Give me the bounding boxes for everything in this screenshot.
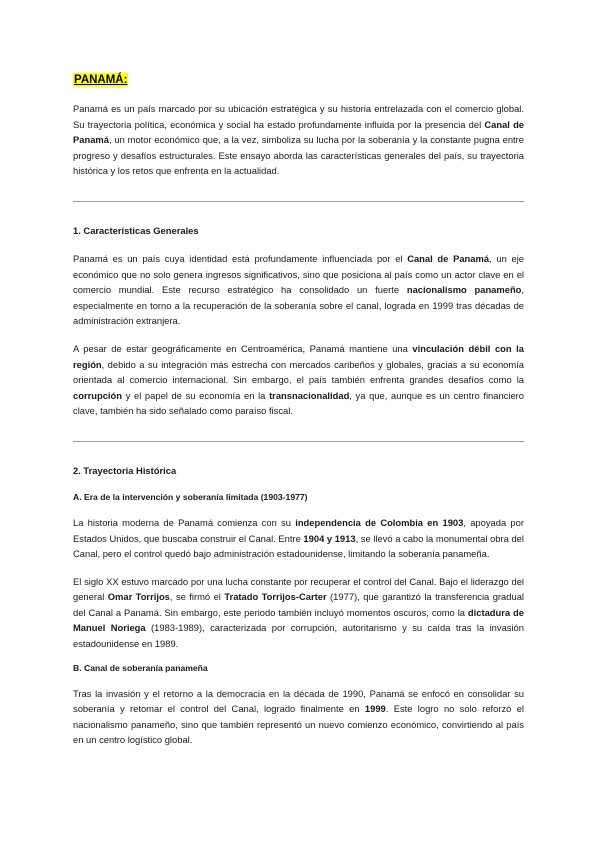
text-run: , especialmente en torno a la recuperación de la soberanía sobre el canal, lograda en 1999 tras décadas de administración extranjera.: [73, 284, 525, 327]
section-divider: [73, 441, 524, 442]
text-run: , ya que, aunque es un centro financiero clave, también ha sido señalado como paraíso fiscal.: [73, 389, 524, 417]
section-1-heading: 1. Características Generales: [73, 224, 199, 236]
text-run: , un motor económico que, a la vez, simboliza su lucha por la soberanía y la constante pugna entre progreso y desafíos estructurales. Este ensayo aborda las características generales del país, su trayectoria histórica y los retos que enfrenta en la actualidad.: [73, 134, 524, 177]
section-2a-paragraph-1: [73, 515, 524, 562]
text-run: , apoyada por Estados Unidos, que buscaba construir el Canal. Entre: [73, 516, 524, 544]
text-run: Tras la invasión y el retorno a la democracia en la década de 1990, Panamá se enfocó en consolidar su soberanía y retomar el control del Canal, logrado finalmente en: [73, 687, 524, 715]
text-run: , debido a su integración más estrecha con mercados caribeños y globales, gracias a su economía orientada al comercio internacional. Sin embargo, el país también enfrenta grandes desafíos como la: [73, 358, 524, 386]
text-run: y el papel de su economía en la: [121, 389, 270, 401]
text-run: (1983-1989), caracterizada por corrupción, autoritarismo y su caída tras la invasión estadounidense en 1989.: [73, 622, 524, 650]
document-title: PANAMÁ:: [74, 74, 128, 86]
bold-text-run: transnacionalidad: [269, 389, 350, 401]
bold-text-run: Omar Torrijos: [107, 591, 170, 603]
text-run: Panamá es un país marcado por su ubicación estratégica y su historia entrelazada con el comercio global. Su trayectoria política, económica y social ha estado profundamente influida por la presencia del: [73, 103, 524, 130]
text-run: , se firmó el: [169, 591, 225, 603]
subsection-a-heading: A. Era de la intervención y soberanía limitada (1903-1977): [73, 491, 308, 502]
section-1-paragraph-2: [73, 341, 524, 419]
bold-text-run: dictadura de Manuel Noriega: [73, 606, 524, 634]
bold-text-run: independencia de Colombia en 1903: [295, 516, 464, 528]
bold-text-run: corrupción: [73, 389, 122, 401]
bold-text-run: Tratado Torrijos-Carter: [224, 591, 327, 603]
section-2a-paragraph-2: [73, 574, 524, 652]
bold-text-run: 1904 y 1913: [303, 532, 356, 544]
text-run: , un eje económico que no solo genera ingresos significativos, sino que posiciona al país como un actor clave en el comercio mundial. Este recurso estratégico ha consolidado un fuerte: [73, 252, 524, 296]
text-run: El siglo XX estuvo marcado por una lucha constante por recuperar el control del Canal. Bajo el liderazgo del general: [73, 575, 524, 603]
section-1-paragraph-1: [73, 251, 524, 329]
text-run: Panamá es un país cuya identidad está profundamente influenciada por el: [73, 252, 408, 264]
subsection-b-heading: B. Canal de soberanía panameña: [73, 662, 208, 673]
text-run: , se llevó a cabo la monumental obra del Canal, pero el control quedó bajo administración estadounidense, limitando la soberanía panameña.: [73, 532, 524, 560]
bold-text-run: 1999: [364, 703, 386, 715]
text-run: . Este logro no solo reforzó el nacionalismo panameño, sino que también representó un nuevo comienzo económico, convirtiendo al país en un centro logístico global.: [73, 703, 524, 746]
bold-text-run: Canal de Panamá: [73, 118, 525, 146]
bold-text-run: vinculación débil con la región: [73, 342, 524, 370]
bold-text-run: nacionalismo panameño: [406, 284, 522, 296]
section-2-heading: 2. Trayectoria Histórica: [73, 464, 177, 476]
bold-text-run: Canal de Panamá: [407, 252, 490, 264]
intro-paragraph: [73, 101, 524, 179]
section-divider: [73, 201, 524, 202]
text-run: A pesar de estar geográficamente en Centroamérica, Panamá mantiene una: [73, 342, 413, 354]
text-run: La historia moderna de Panamá comienza con su: [73, 516, 296, 528]
text-run: (1977), que garantizó la transferencia gradual del Canal a Panamá. Sin embargo, este periodo también incluyó momentos oscuros, como la: [73, 591, 524, 618]
section-2b-paragraph-1: [73, 686, 524, 748]
